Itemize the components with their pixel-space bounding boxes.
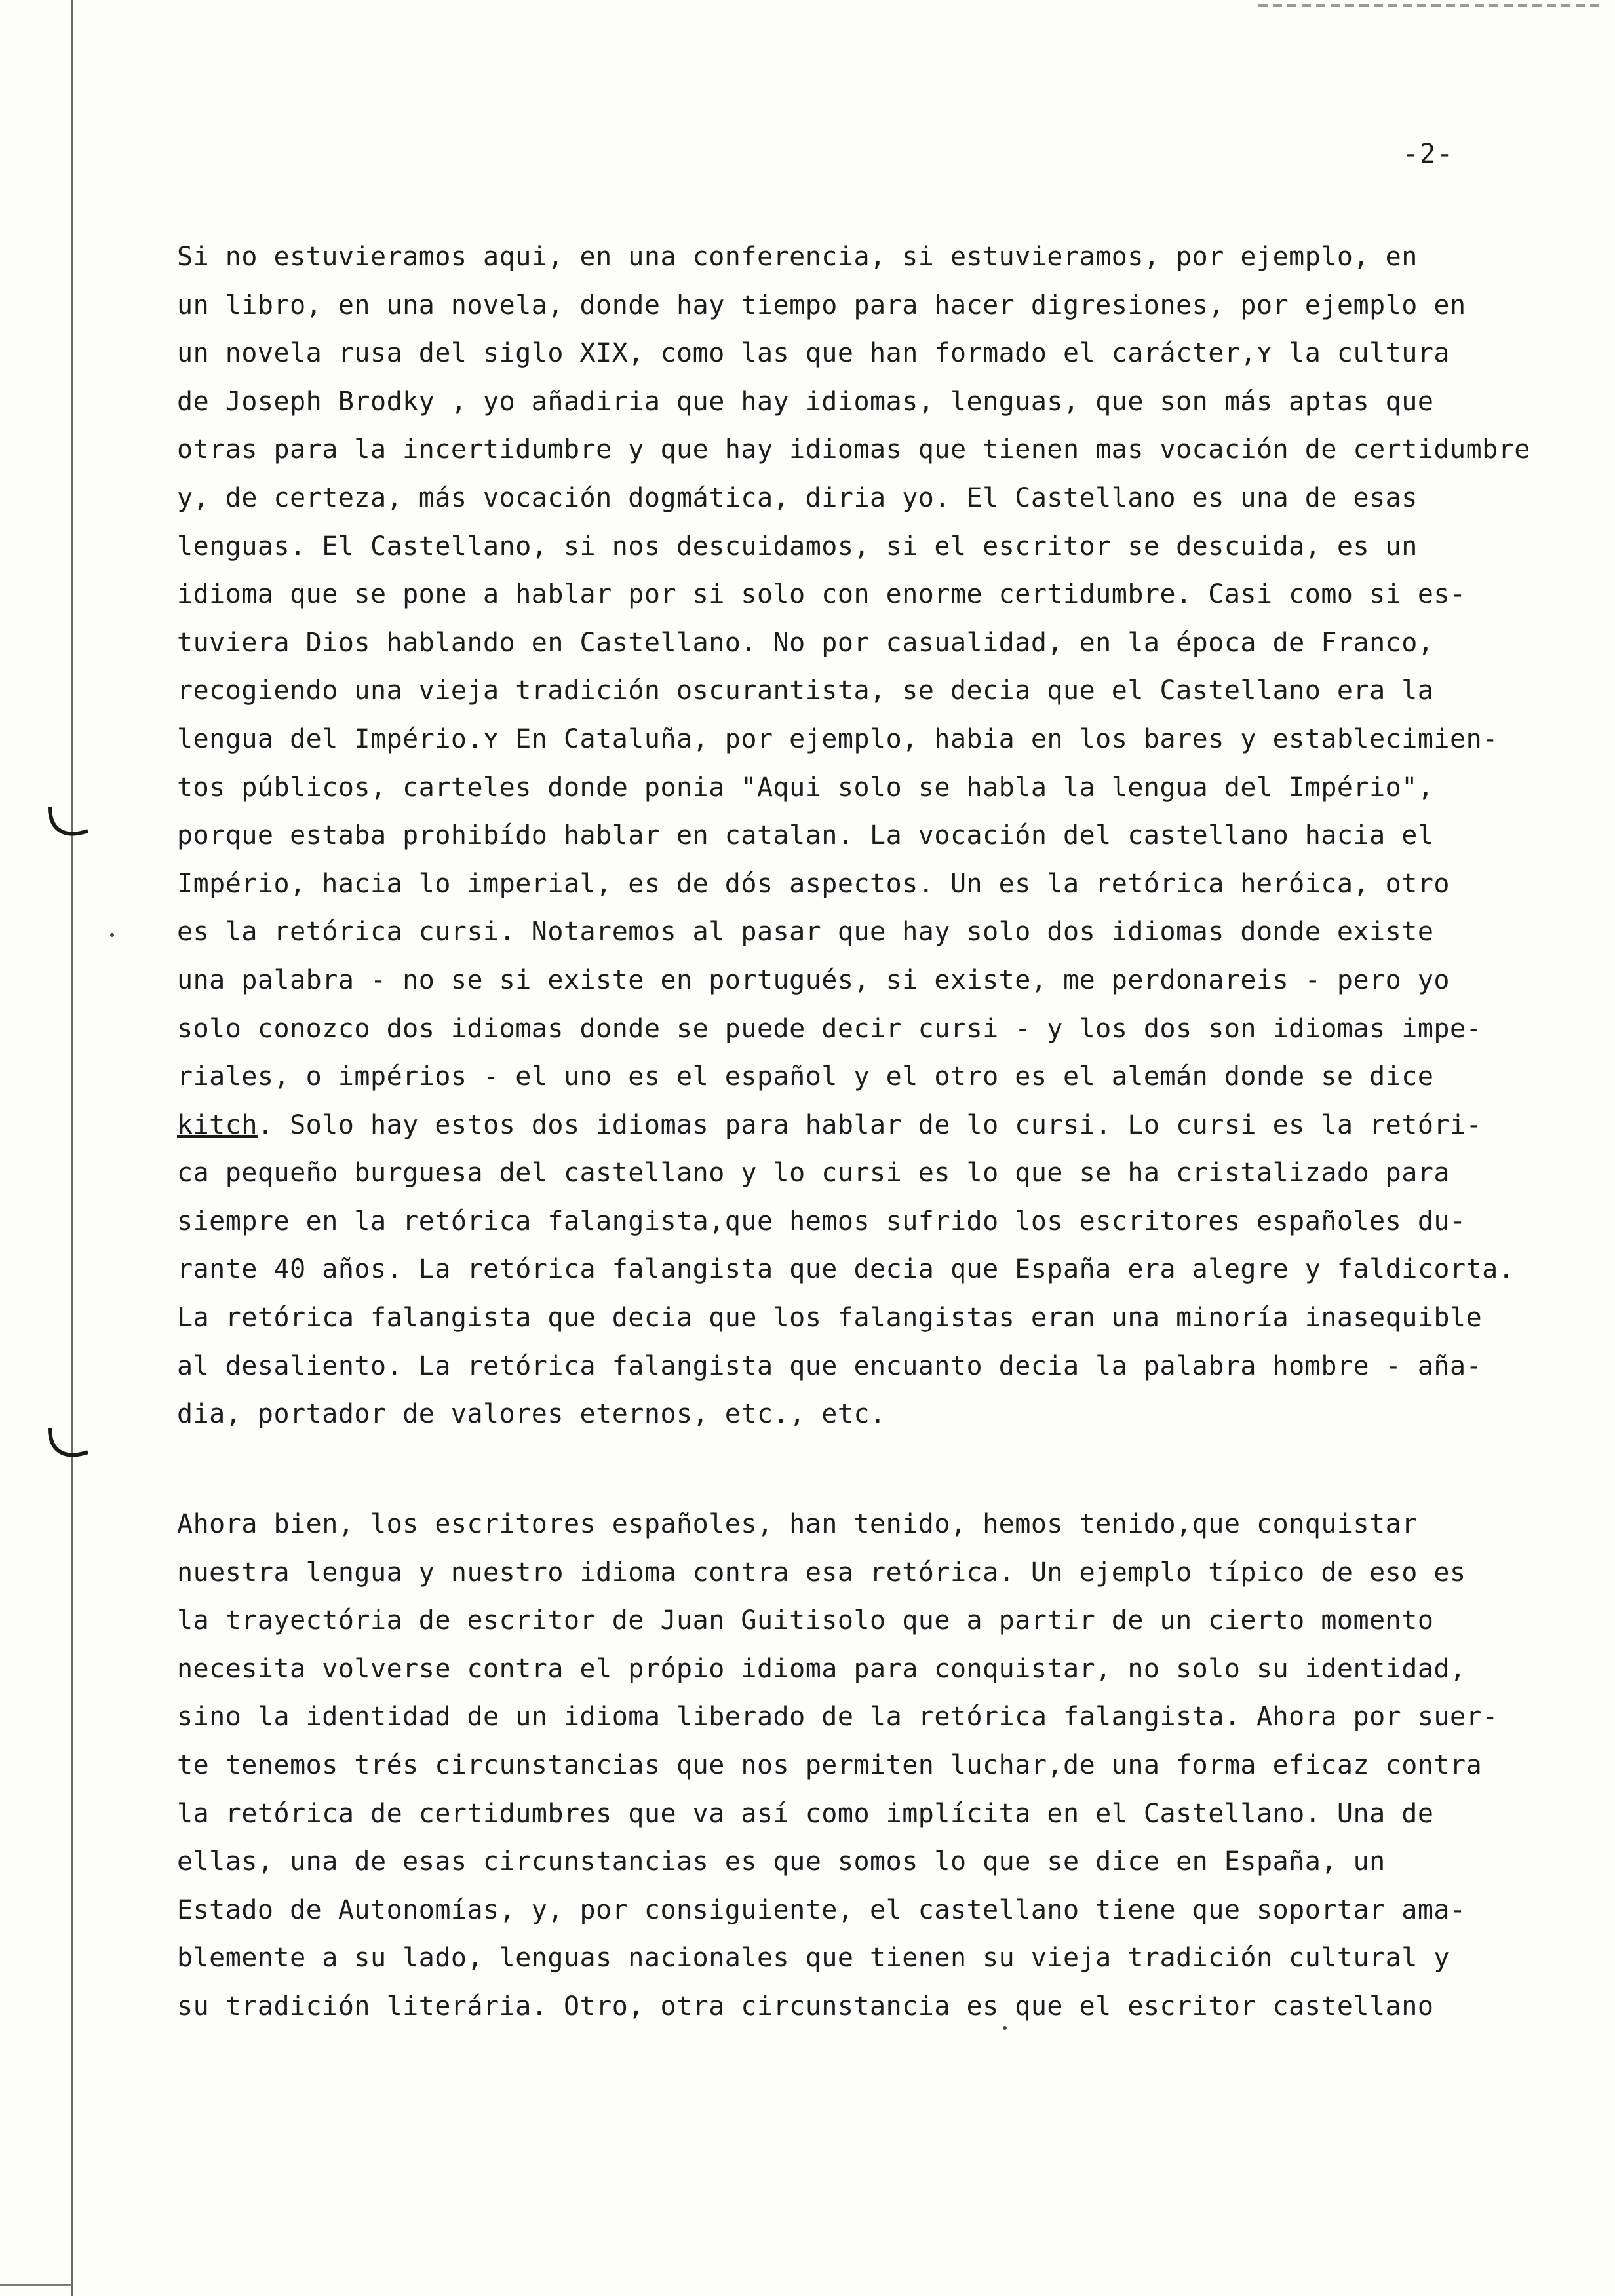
text-line: su tradición literária. Otro, otra circunstancia es que el escritor castellano — [177, 1991, 1434, 2021]
text-line: idioma que se pone a hablar por si solo con enorme certidumbre. Casi como si es- — [177, 579, 1466, 610]
scan-edge-artifact-bottom — [0, 2284, 72, 2286]
text-line: de Joseph Brodky , yo añadiria que hay idiomas, lenguas, que son más aptas que — [177, 386, 1434, 417]
text-line: Si no estuvieramos aqui, en una conferencia, si estuvieramos, por ejemplo, en — [177, 242, 1418, 272]
text-line: y, de certeza, más vocación dogmática, diria yo. El Castellano es una de esas — [177, 482, 1418, 513]
text-line: al desaliento. La retórica falangista que encuanto decia la palabra hombre - aña- — [177, 1350, 1483, 1381]
text-line: otras para la incertidumbre y que hay idiomas que tienen mas vocación de certidumbre — [177, 434, 1530, 465]
text-line: riales, o impérios - el uno es el español y el otro es el alemán donde se dice — [177, 1062, 1434, 1092]
text-line-with-underline — [177, 1101, 1527, 1150]
text-line: lengua del Império.ʏ En Cataluña, por ejemplo, habia en los bares y establecimien- — [177, 723, 1498, 754]
text-line: una palabra - no se si existe en portugués, si existe, me perdonareis - pero yo — [177, 965, 1450, 995]
text-line: porque estaba prohibído hablar en catalan. La vocación del castellano hacia el — [177, 820, 1434, 851]
text-line: La retórica falangista que decia que los falangistas eran una minoría inasequible — [177, 1303, 1483, 1333]
text-line: tuviera Dios hablando en Castellano. No por casualidad, en la época de Franco, — [177, 627, 1434, 658]
text-line: la retórica de certidumbres que va así como implícita en el Castellano. Una de — [177, 1798, 1434, 1829]
text-line: blemente a su lado, lenguas nacionales que tienen su vieja tradición cultural y — [177, 1943, 1450, 1974]
text-line: ellas, una de esas circunstancias es que somos lo que se dice en España, un — [177, 1846, 1386, 1877]
text-line: tos públicos, carteles donde ponia "Aqui solo se habla la lengua del Império", — [177, 772, 1434, 803]
text-line: dia, portador de valores eternos, etc., etc. — [177, 1399, 886, 1430]
text-line: necesita volverse contra el própio idioma para conquistar, no solo su identidad, — [177, 1653, 1466, 1684]
ink-speck — [110, 933, 114, 937]
margin-hook-mark — [46, 1426, 92, 1463]
paragraph — [177, 1501, 1527, 2031]
margin-binding-line — [71, 0, 73, 2296]
text-line: la trayectória de escritor de Juan Guitisolo que a partir de un cierto momento — [177, 1605, 1434, 1636]
text-line: solo conozco dos idiomas donde se puede decir cursi - y los dos son idiomas impe- — [177, 1013, 1483, 1044]
text-line: ca pequeño burguesa del castellano y lo cursi es lo que se ha cristalizado para — [177, 1158, 1450, 1189]
text-line: un novela rusa del siglo XIX, como las que han formado el carácter,ʏ la cultura — [177, 338, 1450, 369]
page-number: -2- — [1403, 139, 1454, 169]
text-line: un libro, en una novela, donde hay tiempo para hacer digresiones, por ejemplo en — [177, 290, 1466, 320]
margin-hook-mark — [46, 805, 92, 841]
text-line: es la retórica cursi. Notaremos al pasar que hay solo dos idiomas donde existe — [177, 917, 1434, 947]
text-line: Império, hacia lo imperial, es de dós aspectos. Un es la retórica heróica, otro — [177, 868, 1450, 899]
text-line: te tenemos trés circunstancias que nos permiten luchar,de una forma eficaz contra — [177, 1750, 1483, 1780]
text-line: Ahora bien, los escritores españoles, han tenido, hemos tenido,que conquistar — [177, 1509, 1418, 1539]
text-line: Estado de Autonomías, y, por consiguiente, el castellano tiene que soportar ama- — [177, 1894, 1466, 1925]
text-line: lenguas. El Castellano, si nos descuidamos, si el escritor se descuida, es un — [177, 531, 1418, 562]
underlined-word: kitch — [177, 1109, 258, 1140]
text-line: siempre en la retórica falangista,que hemos sufrido los escritores españoles du- — [177, 1206, 1466, 1236]
text-fragment: . Solo hay estos dos idiomas para hablar de lo cursi. Lo cursi es la retóri- — [257, 1109, 1483, 1140]
paragraph — [177, 233, 1530, 1439]
text-line: recogiendo una vieja tradición oscurantista, se decia que el Castellano era la — [177, 676, 1434, 706]
text-line: rante 40 años. La retórica falangista que decia que España era alegre y faldicorta. — [177, 1254, 1515, 1285]
scan-edge-artifact — [1258, 4, 1599, 7]
text-line: sino la identidad de un idioma liberado de la retórica falangista. Ahora por suer- — [177, 1702, 1498, 1732]
text-line: nuestra lengua y nuestro idioma contra esa retórica. Un ejemplo típico de eso es — [177, 1557, 1466, 1588]
